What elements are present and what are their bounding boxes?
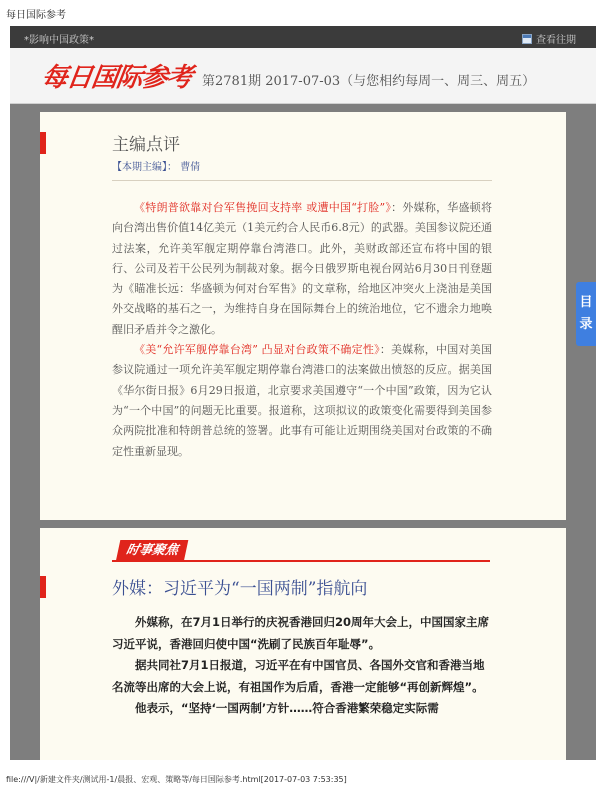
news-body <box>112 612 492 720</box>
browser-page-title: 每日国际参考 <box>6 10 66 21</box>
editor-label: 【本期主编】： <box>112 162 177 173</box>
editorial-body <box>112 198 492 462</box>
view-archive-link[interactable] <box>522 31 576 46</box>
editorial-title: 主编点评 <box>112 135 180 155</box>
news-section-banner <box>112 540 490 562</box>
news-headline[interactable]: 外媒：习近平为“一国两制”指航向 <box>112 579 368 599</box>
editor-line <box>112 158 200 173</box>
top-bar <box>10 26 596 48</box>
toc-char: 录 <box>579 317 593 332</box>
article-link[interactable]: 《美“允许军舰停靠台湾” 凸显对台政策不确定性》 <box>134 343 380 357</box>
paragraph-text: ：美媒称，中国对美国参议院通过一项允许美军舰定期停靠台湾港口的法案做出愤怒的反应。据美国《华尔街日报》6月29日报道，北京要求美国遵守“一个中国”政策，因为它认为“一个中国”的问题无比重要。报道称，这项拟议的政策变化需要得到美国参众两院批准和特朗普总统的签署。此事有可能让近期围绕美国对台政策的不确定性重新显现。 <box>112 343 492 458</box>
site-logo[interactable]: 每日国际参考 <box>39 63 194 93</box>
section-marker <box>40 576 46 598</box>
editor-name: 曹倩 <box>180 162 201 173</box>
news-paragraph: 外媒称，在7月1日举行的庆祝香港回归20周年大会上，中国国家主席习近平说，香港回归使中国“洗刷了民族百年耻辱”。 <box>112 615 490 651</box>
paragraph-text: ：外媒称，华盛顿将向台湾出售价值14亿美元（1美元约合人民币6.8元）的武器。美国参议院还通过法案，允许美军舰定期停靠台湾港口。此外，美财政部还宣布将中国的银行、公司及若干公民列为制裁对象。据今日俄罗斯电视台网站6月30日刊登题为《瞄准长远：华盛顿为何对台军售》的文章称，给地区冲突火上浇油是美国外交战略的基石之一，为维持自身在国际舞台上的统治地位，它不遗余力地唤醒旧矛盾并令之激化。 <box>112 201 493 336</box>
editorial-paragraph <box>112 340 492 462</box>
masthead <box>10 48 596 104</box>
section-marker <box>40 132 46 154</box>
news-section-tag: 时事聚焦 <box>116 540 189 562</box>
toc-char: 目 <box>579 295 593 310</box>
news-card <box>40 528 566 760</box>
topbar-slogan: *影响中国政策* <box>24 35 94 46</box>
banner-line <box>112 560 490 562</box>
editorial-paragraph <box>112 198 492 340</box>
table-of-contents-button[interactable] <box>576 282 596 346</box>
divider <box>112 180 492 181</box>
article-link[interactable]: 《特朗普欲靠对台军售挽回支持率 或遭中国“打脸”》 <box>134 201 392 214</box>
page-footer-url: file:///V|/新建文件夹/测试用-1/晨报、宏观、策略等/每日国际参考.html[2017-07-03 7:53:35] <box>6 775 347 784</box>
news-paragraph: 据共同社7月1日报道，习近平在有中国官员、各国外交官和香港当地名流等出席的大会上说，有祖国作为后盾，香港一定能够“再创新辉煌”。 <box>112 658 485 694</box>
calendar-icon <box>522 34 532 44</box>
news-paragraph: 他表示，“坚持‘一国两制’方针……符合香港繁荣稳定实际需 <box>135 701 439 715</box>
issue-info: 第2781期 2017-07-03（与您相约每周一、周三、周五） <box>202 74 536 89</box>
view-archive-label: 查看往期 <box>536 35 576 46</box>
editorial-card <box>40 112 566 520</box>
